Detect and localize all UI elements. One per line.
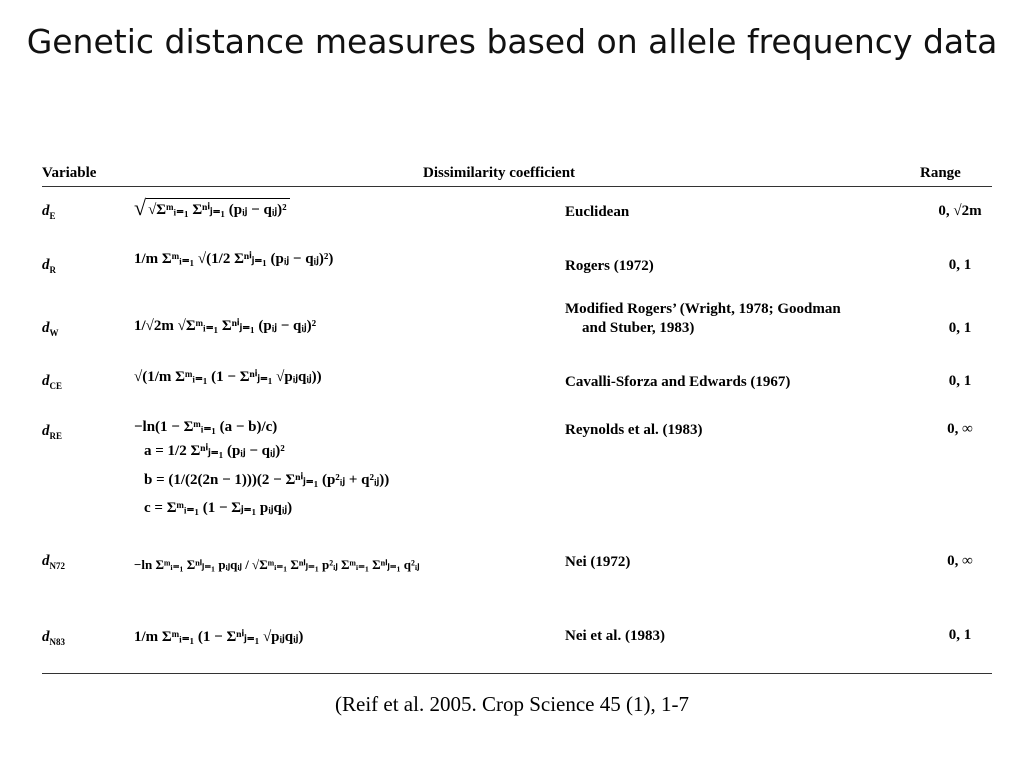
range-cell: 0, 1 (948, 627, 972, 643)
table-row (42, 537, 992, 615)
header-range: Range (920, 165, 961, 181)
coefficient-cell: Euclidean (565, 204, 630, 220)
table-row (42, 409, 992, 537)
formula-main: −ln(1 − Σᵐᵢ₌₁ (a − b)/c) (134, 419, 278, 435)
slide-title: Genetic distance measures based on allele frequency data (26, 22, 998, 61)
coefficient-cell: Nei (1972) (565, 554, 631, 570)
variable-cell: $d_W$ (42, 320, 59, 338)
formula-cell: −ln Σᵐᵢ₌₁ Σⁿⁱⱼ₌₁ pᵢⱼqᵢⱼ / √Σᵐᵢ₌₁ Σⁿⁱⱼ₌₁ p²ᵢⱼ Σᵐᵢ₌₁ Σⁿⁱⱼ₌₁ q²ᵢⱼ (134, 557, 420, 572)
distance-table (42, 160, 992, 665)
range-cell: 0, ∞ (947, 421, 973, 437)
coefficient-cell: Nei et al. (1983) (565, 628, 665, 644)
range-cell: 0, 1 (948, 373, 972, 389)
table-bottom-rule (42, 673, 992, 674)
variable-cell: $d_{N72}$ (42, 553, 65, 571)
variable-cell: $d_E$ (42, 203, 56, 221)
coefficient-line-2: and Stuber, 1983) (582, 320, 695, 336)
range-cell: 0, 1 (948, 257, 972, 273)
formula-cell: √(1/m Σᵐᵢ₌₁ (1 − Σⁿⁱⱼ₌₁ √pᵢⱼqᵢⱼ)) (134, 369, 322, 385)
table-row (42, 294, 992, 357)
coefficient-line-1: Modified Rogers’ (Wright, 1978; Goodman (565, 301, 841, 317)
citation: (Reif et al. 2005. Crop Science 45 (1), 1-7 (335, 692, 689, 716)
table-row (42, 239, 992, 294)
table-row (42, 615, 992, 665)
table-header (42, 160, 992, 187)
variable-cell: $d_{RE}$ (42, 423, 63, 441)
formula-cell: √ √Σᵐᵢ₌₁ Σⁿⁱⱼ₌₁ (pᵢⱼ − qᵢⱼ)² (134, 195, 290, 221)
formula-a: a = 1/2 Σⁿⁱⱼ₌₁ (pᵢⱼ − qᵢⱼ)² (144, 443, 285, 459)
table-row (42, 357, 992, 409)
formula-cell: 1/m Σᵐᵢ₌₁ (1 − Σⁿⁱⱼ₌₁ √pᵢⱼqᵢⱼ) (134, 629, 304, 645)
variable-cell: $d_R$ (42, 257, 56, 275)
formula-cell: 1/√2m √Σᵐᵢ₌₁ Σⁿⁱⱼ₌₁ (pᵢⱼ − qᵢⱼ)² (134, 318, 317, 334)
range-cell: 0, √2m (938, 203, 982, 219)
range-cell: 0, 1 (948, 320, 972, 336)
table-row (42, 187, 992, 239)
formula-cell (134, 417, 389, 522)
coefficient-cell: Reynolds et al. (1983) (565, 422, 703, 438)
variable-cell: $d_{CE}$ (42, 373, 63, 391)
formula-text: √Σᵐᵢ₌₁ Σⁿⁱⱼ₌₁ (pᵢⱼ − qᵢⱼ)² (146, 198, 290, 219)
formula-b: b = (1/(2(2n − 1)))(2 − Σⁿⁱⱼ₌₁ (p²ᵢⱼ + q²ᵢⱼ)) (144, 472, 390, 488)
range-cell: 0, ∞ (947, 553, 973, 569)
coefficient-cell (565, 300, 841, 338)
variable-cell: $d_{N83}$ (42, 629, 65, 647)
coefficient-cell: Rogers (1972) (565, 258, 654, 274)
coefficient-cell: Cavalli-Sforza and Edwards (1967) (565, 374, 791, 390)
formula-c: c = Σᵐᵢ₌₁ (1 − Σⱼ₌₁ pᵢⱼqᵢⱼ) (144, 500, 293, 516)
header-variable: Variable (42, 165, 97, 181)
formula-cell: 1/m Σᵐᵢ₌₁ √(1/2 Σⁿⁱⱼ₌₁ (pᵢⱼ − qᵢⱼ)²) (134, 251, 334, 267)
header-coefficient: Dissimilarity coefficient (423, 165, 576, 181)
